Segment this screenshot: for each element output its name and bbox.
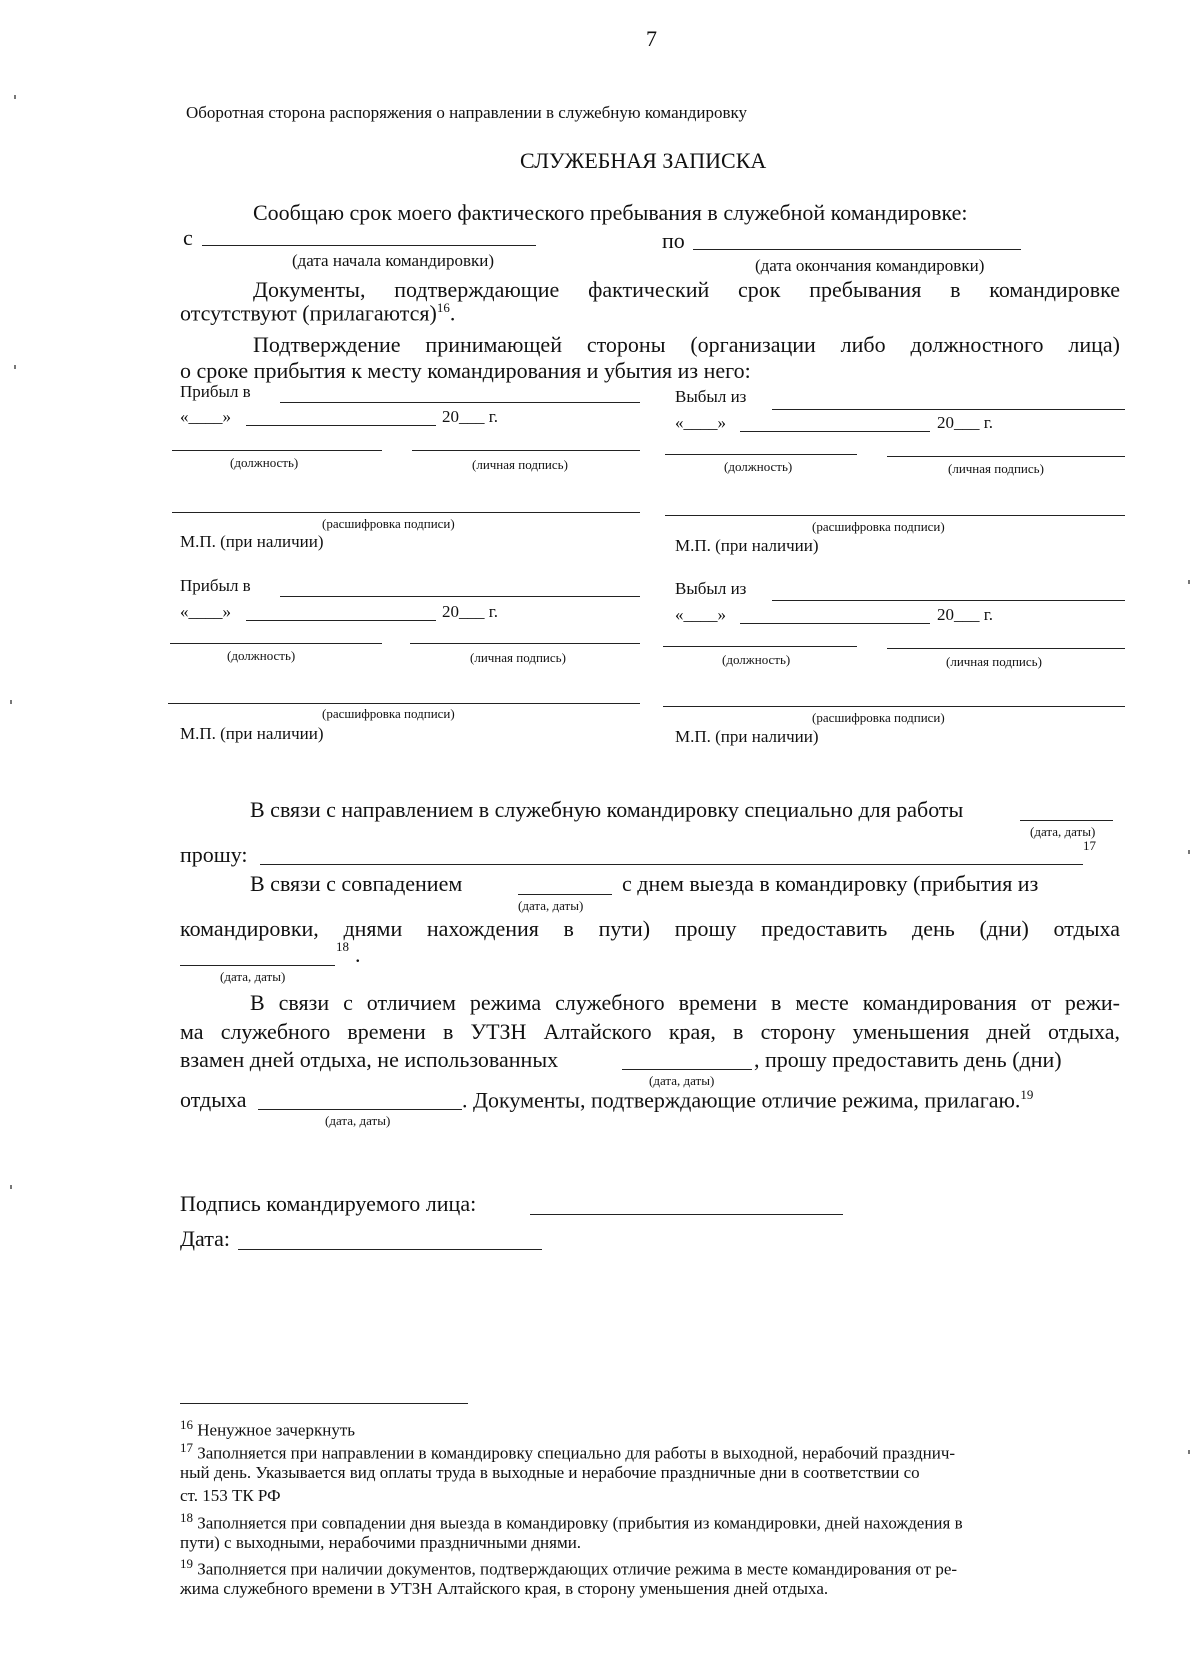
regime-line-4b: . Документы, подтверждающие отличие режима, прилагаю.$^{19}$ (462, 1087, 1034, 1113)
traveler-date-field[interactable] (238, 1249, 542, 1250)
stamp-1r: М.П. (при наличии) (675, 536, 819, 555)
to-date-field[interactable] (693, 249, 1021, 250)
signature-caption-1r: (личная подпись) (948, 461, 1044, 476)
coincidence-date-field[interactable] (518, 894, 612, 895)
scan-speck (14, 365, 16, 369)
departed-year-1: 20___ г. (937, 413, 994, 432)
regime-rest-date-field[interactable] (258, 1109, 462, 1110)
signature-field-2l[interactable] (410, 643, 640, 644)
position-field-1l[interactable] (172, 450, 382, 451)
unused-rest-date-field[interactable] (622, 1069, 752, 1070)
departed-month-field-1[interactable] (740, 431, 930, 432)
arrived-day-1: «____» (180, 407, 231, 426)
signature-caption-2r: (личная подпись) (946, 654, 1042, 669)
scan-speck (10, 700, 12, 704)
footnote-ref-18: 18 (336, 939, 349, 954)
departed-day-2: «____» (675, 605, 726, 624)
footnote-19-line-2: жима служебного времени в УТЗН Алтайского края, в сторону уменьшения дней отдыха. (180, 1579, 829, 1598)
arrived-label-2: Прибыл в (180, 576, 251, 595)
weekend-date-caption: (дата, даты) (1030, 824, 1096, 839)
decode-caption-1r: (расшифровка подписи) (812, 519, 945, 534)
decode-caption-1l: (расшифровка подписи) (322, 516, 455, 531)
traveler-signature-field[interactable] (530, 1214, 843, 1215)
weekend-text: В связи с направлением в служебную командировку специально для работы (250, 797, 964, 822)
position-caption-2l: (должность) (227, 648, 296, 663)
decode-field-2l[interactable] (168, 703, 640, 704)
intro-text: Сообщаю срок моего фактического пребывания в служебной командировке: (253, 200, 968, 225)
position-field-2r[interactable] (663, 646, 857, 647)
scan-speck (1188, 850, 1190, 854)
departed-year-2: 20___ г. (937, 605, 994, 624)
regime-line-3b: , прошу предоставить день (дни) (754, 1047, 1062, 1072)
footnote-separator (180, 1403, 468, 1404)
footnote-18: $^{18}$ Заполняется при совпадении дня выезда в командировку (прибытия из командировки, дней нахождения в (180, 1510, 963, 1533)
page-number: 7 (646, 26, 657, 51)
footnote-19: $^{19}$ Заполняется при наличии документов, подтверждающих отличие режима в месте командирования от ре- (180, 1556, 958, 1579)
stamp-1l: М.П. (при наличии) (180, 532, 324, 551)
departed-month-field-2[interactable] (740, 623, 930, 624)
rest-day-date-field[interactable] (180, 965, 335, 966)
decode-field-1l[interactable] (172, 512, 640, 513)
regime-line-3a: взамен дней отдыха, не использованных (180, 1047, 559, 1072)
position-caption-1r: (должность) (724, 459, 793, 474)
footnote-17-line-2: ный день. Указывается вид оплаты труда в выходные и нерабочие праздничные дни в соответствии со (180, 1463, 920, 1482)
regime-rest-date-caption: (дата, даты) (325, 1113, 391, 1128)
decode-caption-2l: (расшифровка подписи) (322, 706, 455, 721)
footnote-17-line-3: ст. 153 ТК РФ (180, 1486, 281, 1505)
rest-day-date-caption: (дата, даты) (220, 969, 286, 984)
decode-field-1r[interactable] (665, 515, 1125, 516)
date-label: Дата: (180, 1226, 230, 1251)
request-label: прошу: (180, 842, 248, 867)
departed-label-1: Выбыл из (675, 387, 747, 406)
signature-field-1r[interactable] (887, 456, 1125, 457)
footnote-16: $^{16}$ Ненужное зачеркнуть (180, 1417, 356, 1440)
position-caption-2r: (должность) (722, 652, 791, 667)
stamp-2l: М.П. (при наличии) (180, 724, 324, 743)
position-field-1r[interactable] (665, 454, 857, 455)
departed-place-field-1[interactable] (772, 409, 1125, 410)
confirm-line-1: Подтверждение принимающей стороны (организации либо должностного лица) (253, 332, 1120, 357)
coincidence-text-b: с днем выезда в командировку (прибытия из (622, 871, 1039, 896)
confirm-line-2: о сроке прибытия к месту командирования и убытия из него: (180, 358, 751, 383)
header-note: Оборотная сторона распоряжения о направлении в служебную командировку (186, 103, 748, 122)
signature-caption-1l: (личная подпись) (472, 457, 568, 472)
scan-speck (14, 95, 16, 99)
arrived-month-field-2[interactable] (246, 620, 436, 621)
docs-line-1: Документы, подтверждающие фактический срок пребывания в командировке (253, 277, 1120, 302)
to-label: по (662, 228, 685, 253)
arrived-year-1: 20___ г. (442, 407, 499, 426)
departed-place-field-2[interactable] (772, 600, 1125, 601)
docs-line-2: отсутствуют (прилагаются)$^{16}$. (180, 300, 456, 326)
coincidence-line-2: командировки, днями нахождения в пути) прошу предоставить день (дни) отдыха (180, 916, 1120, 941)
from-date-field[interactable] (202, 245, 536, 246)
stamp-2r: М.П. (при наличии) (675, 727, 819, 746)
arrived-month-field-1[interactable] (246, 425, 436, 426)
departed-day-1: «____» (675, 413, 726, 432)
position-caption-1l: (должность) (230, 455, 299, 470)
scan-speck (10, 1185, 12, 1189)
decode-field-2r[interactable] (663, 706, 1125, 707)
arrived-day-2: «____» (180, 602, 231, 621)
weekend-date-field[interactable] (1020, 820, 1113, 821)
footnote-18-line-2: пути) с выходными, нерабочими праздничными днями. (180, 1533, 582, 1552)
decode-caption-2r: (расшифровка подписи) (812, 710, 945, 725)
regime-line-1: В связи с отличием режима служебного времени в месте командирования от режи- (250, 990, 1120, 1015)
coincidence-text-a: В связи с совпадением (250, 871, 463, 896)
scan-speck (1188, 1450, 1190, 1454)
departed-label-2: Выбыл из (675, 579, 747, 598)
rest-day-period: . (355, 942, 361, 967)
regime-line-2: ма служебного времени в УТЗН Алтайского края, в сторону уменьшения дней отдыха, (180, 1019, 1120, 1044)
from-label: с (183, 225, 193, 250)
from-caption: (дата начала командировки) (292, 251, 494, 270)
scan-speck (1188, 580, 1190, 584)
request-field[interactable] (260, 864, 1083, 865)
arrived-place-field-1[interactable] (280, 402, 640, 403)
coincidence-date-caption: (дата, даты) (518, 898, 584, 913)
signature-field-1l[interactable] (412, 450, 640, 451)
arrived-label-1: Прибыл в (180, 382, 251, 401)
footnote-ref-17: 17 (1083, 838, 1096, 853)
arrived-year-2: 20___ г. (442, 602, 499, 621)
position-field-2l[interactable] (170, 643, 382, 644)
signature-label: Подпись командируемого лица: (180, 1191, 477, 1216)
document-title: СЛУЖЕБНАЯ ЗАПИСКА (520, 148, 767, 173)
regime-line-4a: отдыха (180, 1087, 247, 1112)
arrived-place-field-2[interactable] (280, 596, 640, 597)
to-caption: (дата окончания командировки) (755, 256, 985, 275)
signature-caption-2l: (личная подпись) (470, 650, 566, 665)
footnote-17: $^{17}$ Заполняется при направлении в командировку специально для работы в выходной, нерабочий празднич- (180, 1440, 956, 1463)
signature-field-2r[interactable] (887, 648, 1125, 649)
unused-rest-date-caption: (дата, даты) (649, 1073, 715, 1088)
